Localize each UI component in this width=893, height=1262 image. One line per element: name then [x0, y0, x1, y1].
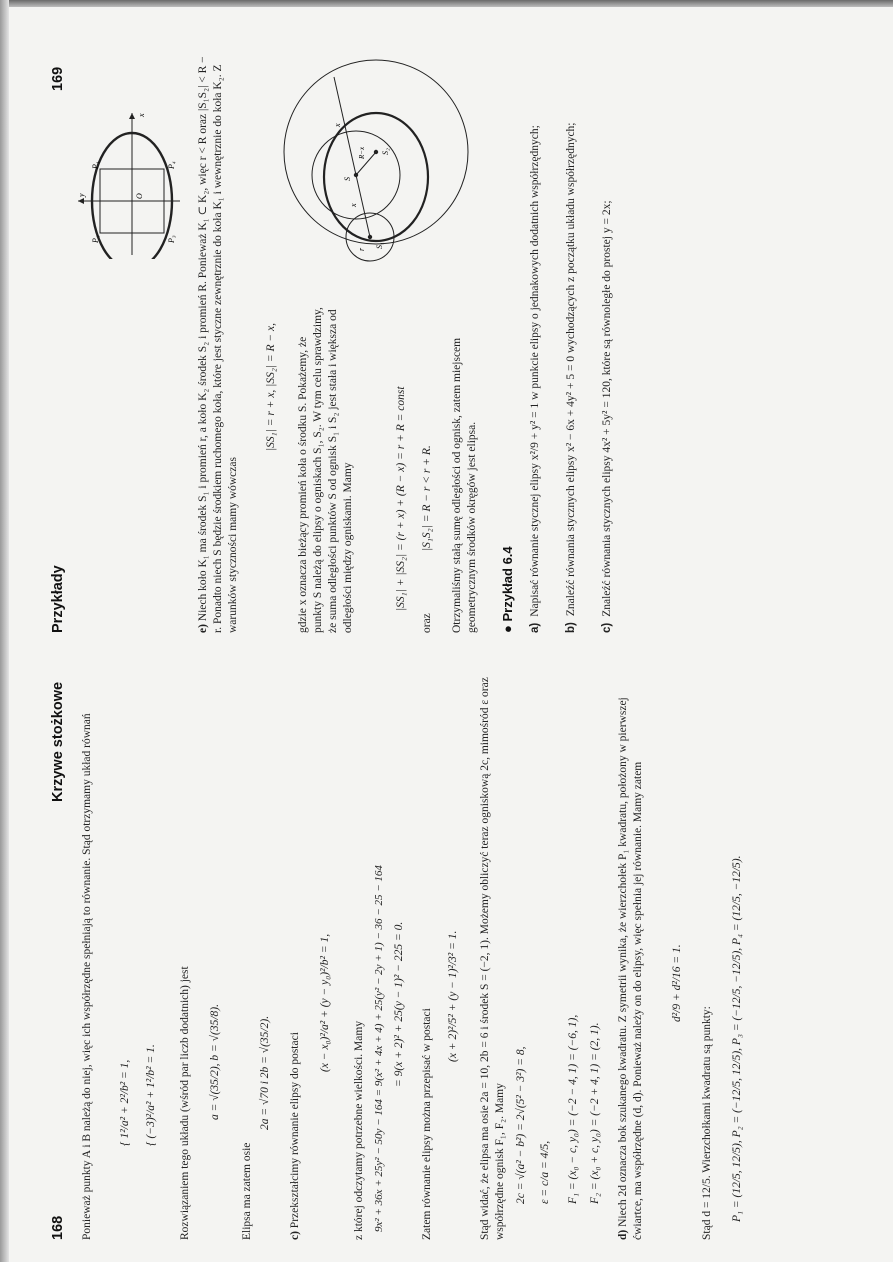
part-d-label: d)	[617, 1229, 629, 1240]
solution-a-b: a = √(35/2), b = √(35/8).	[209, 1004, 221, 1120]
part-e-text: Niech koło K₁ ma środek S₁ i promień r, a koło K₂ środek S₂ i promień R. Ponieważ K₁ ⊂ K₂, więc r < R oraz |S₁S₂| < R − r. Ponadto niech S będzie środkiem ruchomego koła, które jest styczne zewnętrznie do koła K₁ i wewnętrznie do koła K₂. Z warunków styczności mamy wówczas	[197, 56, 239, 633]
exercise-c	[600, 53, 615, 633]
exercise-a-label: a)	[529, 622, 541, 633]
page-number-right: 169	[50, 66, 66, 91]
segment-s1-s	[356, 175, 370, 237]
axes-intro: Elipsa ma zatem osie	[241, 1142, 253, 1240]
exercise-b-label: b)	[565, 622, 577, 633]
part-c-label: c)	[289, 1231, 301, 1240]
tangency-conditions: |SS₁| = r + x, |SS₂| = R − x,	[265, 322, 277, 451]
part-c-paragraph	[288, 665, 303, 1240]
distance-sum: |SS₁| + |SS₂| = (r + x) + (R − x) = r + R = const	[395, 386, 407, 611]
radius-r-label: r	[357, 247, 366, 251]
ellipse-square-figure	[74, 109, 184, 259]
bullet-icon: ●	[500, 625, 515, 633]
p1-label: P₁	[91, 161, 100, 169]
x-small-label: x	[349, 203, 358, 207]
square-vertices: P₁ = (12/5, 12/5), P₂ = (−12/5, 12/5), P₃ = (−12/5, −12/5), P₄ = (12/5, −12/5).	[731, 855, 743, 1222]
oraz-word: oraz	[421, 613, 433, 633]
eccentricity: ε = c/a = 4/5,	[539, 1140, 551, 1204]
read-values-text: z której odczytamy potrzebne wielkości. Mamy	[353, 1020, 365, 1240]
conclusion-paragraph: Stąd widać, że elipsa ma osie 2a = 10, 2b = 6 i środek S = (−2, 1). Możemy obliczyć teraz ogniskową 2c, mimośród ε oraz współrzędne ognisk F₁, F₂. Mamy	[479, 677, 506, 1240]
r-minus-x-label: R−x	[358, 146, 366, 159]
part-d-paragraph	[616, 665, 646, 1240]
center-s2-dot	[374, 150, 378, 154]
solving-text: Rozwiązaniem tego układu (wśród par liczb dodatnich) jest	[179, 966, 191, 1240]
focus-f1: F₁ = (x₀ − c, y₀) = (−2 − 4, 1) = (−6, 1),	[567, 1014, 579, 1204]
exercise-a	[528, 53, 543, 633]
page-169	[0, 40, 893, 651]
exercise-c-text: Znaleźć równania stycznych elipsy 4x² + 5y² = 120, które są równoległe do prostej y = 2x;	[601, 200, 613, 617]
p2-label: P₂	[91, 235, 100, 243]
center-s-dot	[354, 173, 358, 177]
axes-equation: 2a = √70 i 2b = √(35/2).	[259, 1015, 271, 1130]
p3-label: P₃	[167, 235, 176, 243]
part-e-paragraph	[196, 53, 241, 633]
intro-paragraph: Ponieważ punkty A i B należą do niej, więc ich współrzędne spełniają to równanie. Stąd otrzymamy układ równań	[81, 713, 93, 1240]
ellipse-equation: (x + 2)²/5² + (y − 1)²/3² = 1.	[447, 930, 459, 1062]
circles-figure	[276, 57, 476, 277]
x-axis-label: x	[137, 113, 146, 117]
x-big-label: x	[333, 123, 342, 127]
center-s1-dot	[368, 235, 372, 239]
example-title-text: Przykład 6.4	[500, 546, 515, 622]
exercise-c-label: c)	[601, 622, 613, 633]
x-axis-arrow	[129, 113, 135, 119]
completing-square-1: 9x² + 36x + 25y² − 50y − 164 = 9(x² + 4x + 4) + 25(y² − 2y + 1) − 36 − 25 − 164	[373, 865, 385, 1232]
square-equation: d²/9 + d²/16 = 1.	[671, 944, 683, 1022]
system-equation-2: { (−3)²/a² + 1²/b² = 1.	[145, 1044, 157, 1146]
running-head-left: Krzywe stożkowe	[50, 681, 66, 802]
origin-label: O	[135, 193, 144, 199]
s-label: S	[343, 177, 352, 181]
exercise-b-text: Znaleźć równania stycznych elipsy x² − 6x + 4y² + 5 = 0 wychodzących z początku układu współrzędnych;	[565, 122, 577, 617]
standard-form: (x − x₀)²/a² + (y − y₀)²/b² = 1,	[319, 933, 331, 1072]
page-168	[0, 651, 893, 1262]
exercise-b	[564, 53, 579, 633]
part-d-text: Niech 2d oznacza bok szukanego kwadratu. Z symetrii wynika, że wierzchołek P₁ kwadratu, położony w pierwszej ćwiartce, ma współrzędne (d, d). Ponieważ należy on do elipsy, więc spełnia jej równanie. Mamy zatem	[617, 697, 644, 1240]
part-e-label: e)	[197, 624, 209, 633]
rewrite-text: Zatem równanie elipsy można przepisać w postaci	[421, 1008, 433, 1240]
locus-ellipse	[324, 113, 428, 241]
exercise-a-text: Napisać równanie stycznej elipsy x²/9 + y² = 1 w punkcie elipsy o jednakowych dodatnich współrzędnych;	[529, 125, 541, 617]
focus-distance-inequality: |S₁S₂| = R − r < r + R.	[421, 445, 433, 551]
focus-f2: F₂ = (x₀ + c, y₀) = (−2 + 4, 1) = (2, 1).	[589, 1022, 601, 1204]
s1-label: S₁	[375, 242, 384, 249]
running-head-right: Przykłady	[50, 565, 66, 633]
part-c-text: Przekształcimy równanie elipsy do postaci	[289, 1032, 301, 1229]
s2-label: S₂	[381, 148, 390, 155]
part-e-conclusion: Otrzymaliśmy stałą sumę odległości od ognisk, zatem miejscem geometrycznym środków okręgów jest elipsa.	[451, 337, 478, 633]
part-e-text-2: gdzie x oznacza bieżący promień koła o środku S. Pokażemy, że punkty S należą do elipsy o ogniskach S₁, S₂. W tym celu sprawdzimy, że suma odległości punktów S od ognisk S₁ i S₂ jest stała i większa od odległości między ogniskami. Mamy	[297, 307, 354, 633]
y-axis-label: y	[77, 193, 86, 197]
p4-label: P₄	[167, 161, 176, 169]
y-axis-arrow	[78, 198, 84, 204]
focal-length: 2c = √(a² − b²) = 2√(5² − 3²) = 8,	[515, 1046, 527, 1204]
page-number-left: 168	[50, 1215, 66, 1240]
system-equation-1: { 1²/a² + 2²/b² = 1,	[119, 1059, 131, 1146]
d-result: Stąd d = 12/5. Wierzchołkami kwadratu są punkty:	[701, 1006, 713, 1240]
completing-square-2: = 9(x + 2)² + 25(y − 1)² − 225 = 0.	[393, 921, 405, 1087]
example-title	[500, 546, 515, 633]
